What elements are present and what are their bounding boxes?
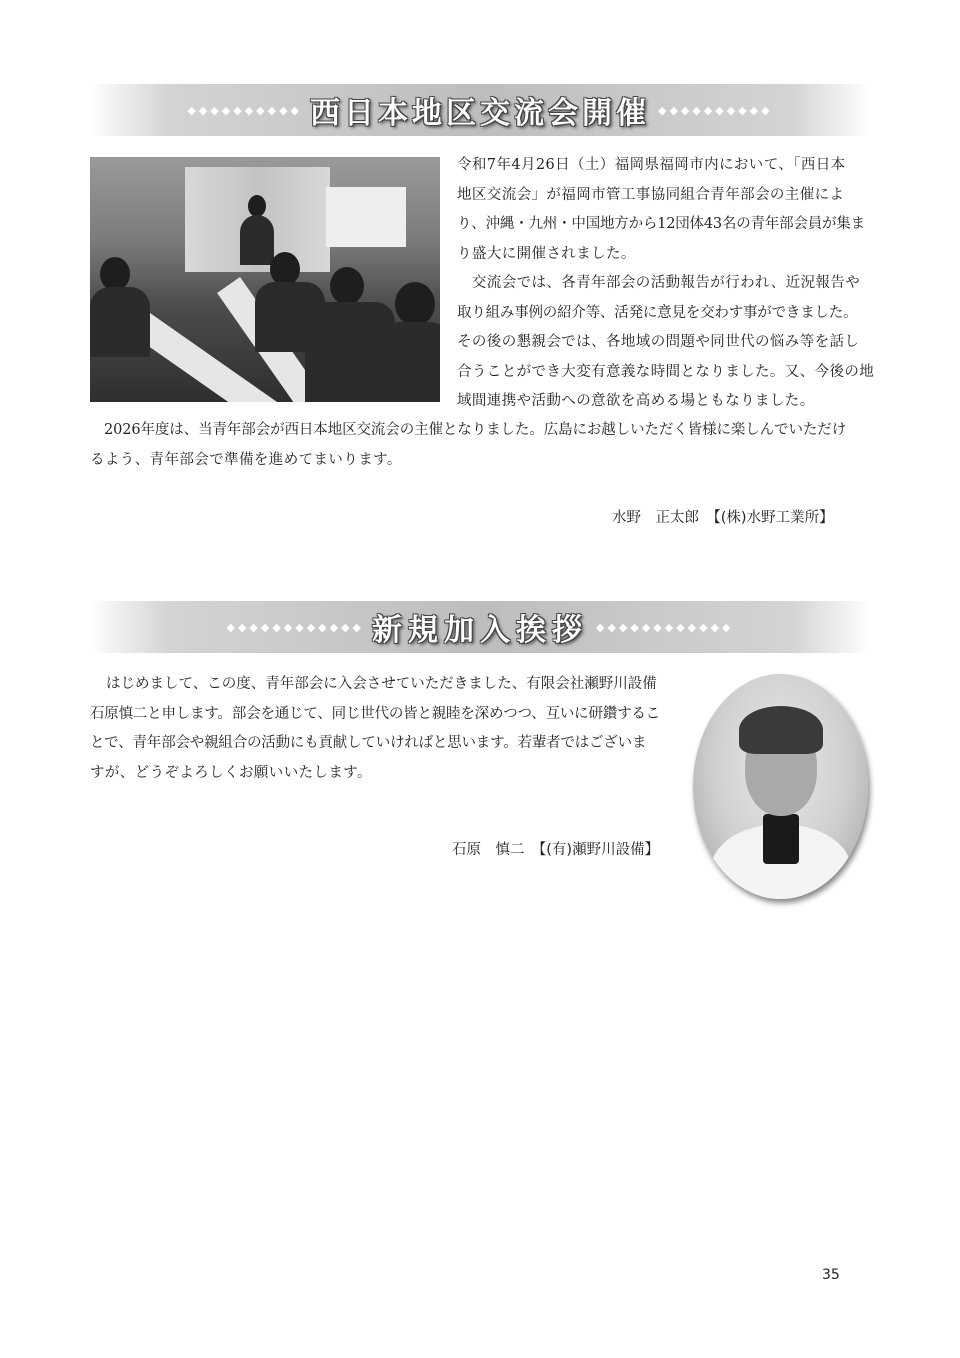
banner-diamond-decoration: ◆◆◆◆◆◆◆◆◆◆ bbox=[658, 103, 773, 117]
photo-person bbox=[270, 252, 300, 286]
text-line: 2026年度は、当青年部会が西日本地区交流会の主催となりました。広島にお越しいただく皆様に楽しんでいただけ bbox=[104, 422, 847, 438]
photo-person bbox=[240, 215, 274, 265]
text-line: 地区交流会」が福岡市管工事協同組合青年部会の主催によ bbox=[457, 186, 845, 203]
text-line: り、沖縄・九州・中国地方から12団体43名の青年部会員が集ま bbox=[457, 216, 865, 232]
text-line: り盛大に開催されました。 bbox=[457, 245, 636, 262]
meeting-photo bbox=[90, 157, 440, 402]
banner-diamond-decoration: ◆◆◆◆◆◆◆◆◆◆ bbox=[187, 103, 302, 117]
page-number: 35 bbox=[822, 1267, 840, 1283]
portrait-hair bbox=[739, 706, 823, 754]
photo-person bbox=[330, 267, 364, 305]
photo-person bbox=[90, 287, 150, 357]
section1-paragraph bbox=[457, 151, 877, 417]
text-line: とで、青年部会や親組合の活動にも貢献していければと思います。若輩者ではございま bbox=[90, 735, 647, 751]
section1-signature: 水野 正太郎 【(株)水野工業所】 bbox=[612, 510, 834, 526]
banner-diamond-decoration: ◆◆◆◆◆◆◆◆◆◆◆◆ bbox=[226, 620, 364, 634]
photo-screen bbox=[326, 187, 406, 247]
text-line: 合うことができ大変有意義な時間となりました。又、今後の地 bbox=[457, 363, 875, 380]
text-line: るよう、青年部会で準備を進めてまいります。 bbox=[90, 451, 402, 468]
text-line: 交流会では、各青年部会の活動報告が行われ、近況報告や bbox=[457, 275, 861, 291]
banner-diamond-decoration: ◆◆◆◆◆◆◆◆◆◆◆◆ bbox=[596, 620, 734, 634]
text-line: はじめまして、この度、青年部会に入会させていただきました、有限会社瀬野川設備 bbox=[106, 676, 657, 692]
member-portrait-photo bbox=[693, 674, 868, 899]
text-line: 域間連携や活動への意欲を高める場ともなりました。 bbox=[457, 393, 815, 409]
section2-banner bbox=[90, 601, 870, 653]
photo-person bbox=[395, 282, 435, 326]
section1-closing-paragraph bbox=[90, 416, 880, 475]
text-line: 令和7年4月26日（土）福岡県福岡市内において、「西日本 bbox=[457, 157, 846, 173]
text-line: 取り組み事例の紹介等、活発に意見を交わす事ができました。 bbox=[457, 304, 858, 321]
section2-signature: 石原 慎二 【(有)瀬野川設備】 bbox=[452, 842, 660, 858]
section1-title: 西日本地区交流会開催 bbox=[310, 96, 650, 131]
section1-banner bbox=[90, 84, 870, 136]
section2-paragraph bbox=[90, 670, 690, 788]
photo-person bbox=[100, 257, 130, 291]
text-line: 石原慎二と申します。部会を通じて、同じ世代の皆と親睦を深めつつ、互いに研鑽するこ bbox=[90, 705, 660, 722]
text-line: その後の懇親会では、各地域の問題や同世代の悩み等を話し bbox=[457, 334, 860, 350]
text-line: すが、どうぞよろしくお願いいたします。 bbox=[90, 764, 372, 781]
photo-person bbox=[248, 195, 266, 217]
photo-person bbox=[380, 322, 440, 402]
section2-title: 新規加入挨拶 bbox=[372, 613, 588, 648]
portrait-collar bbox=[763, 814, 799, 864]
